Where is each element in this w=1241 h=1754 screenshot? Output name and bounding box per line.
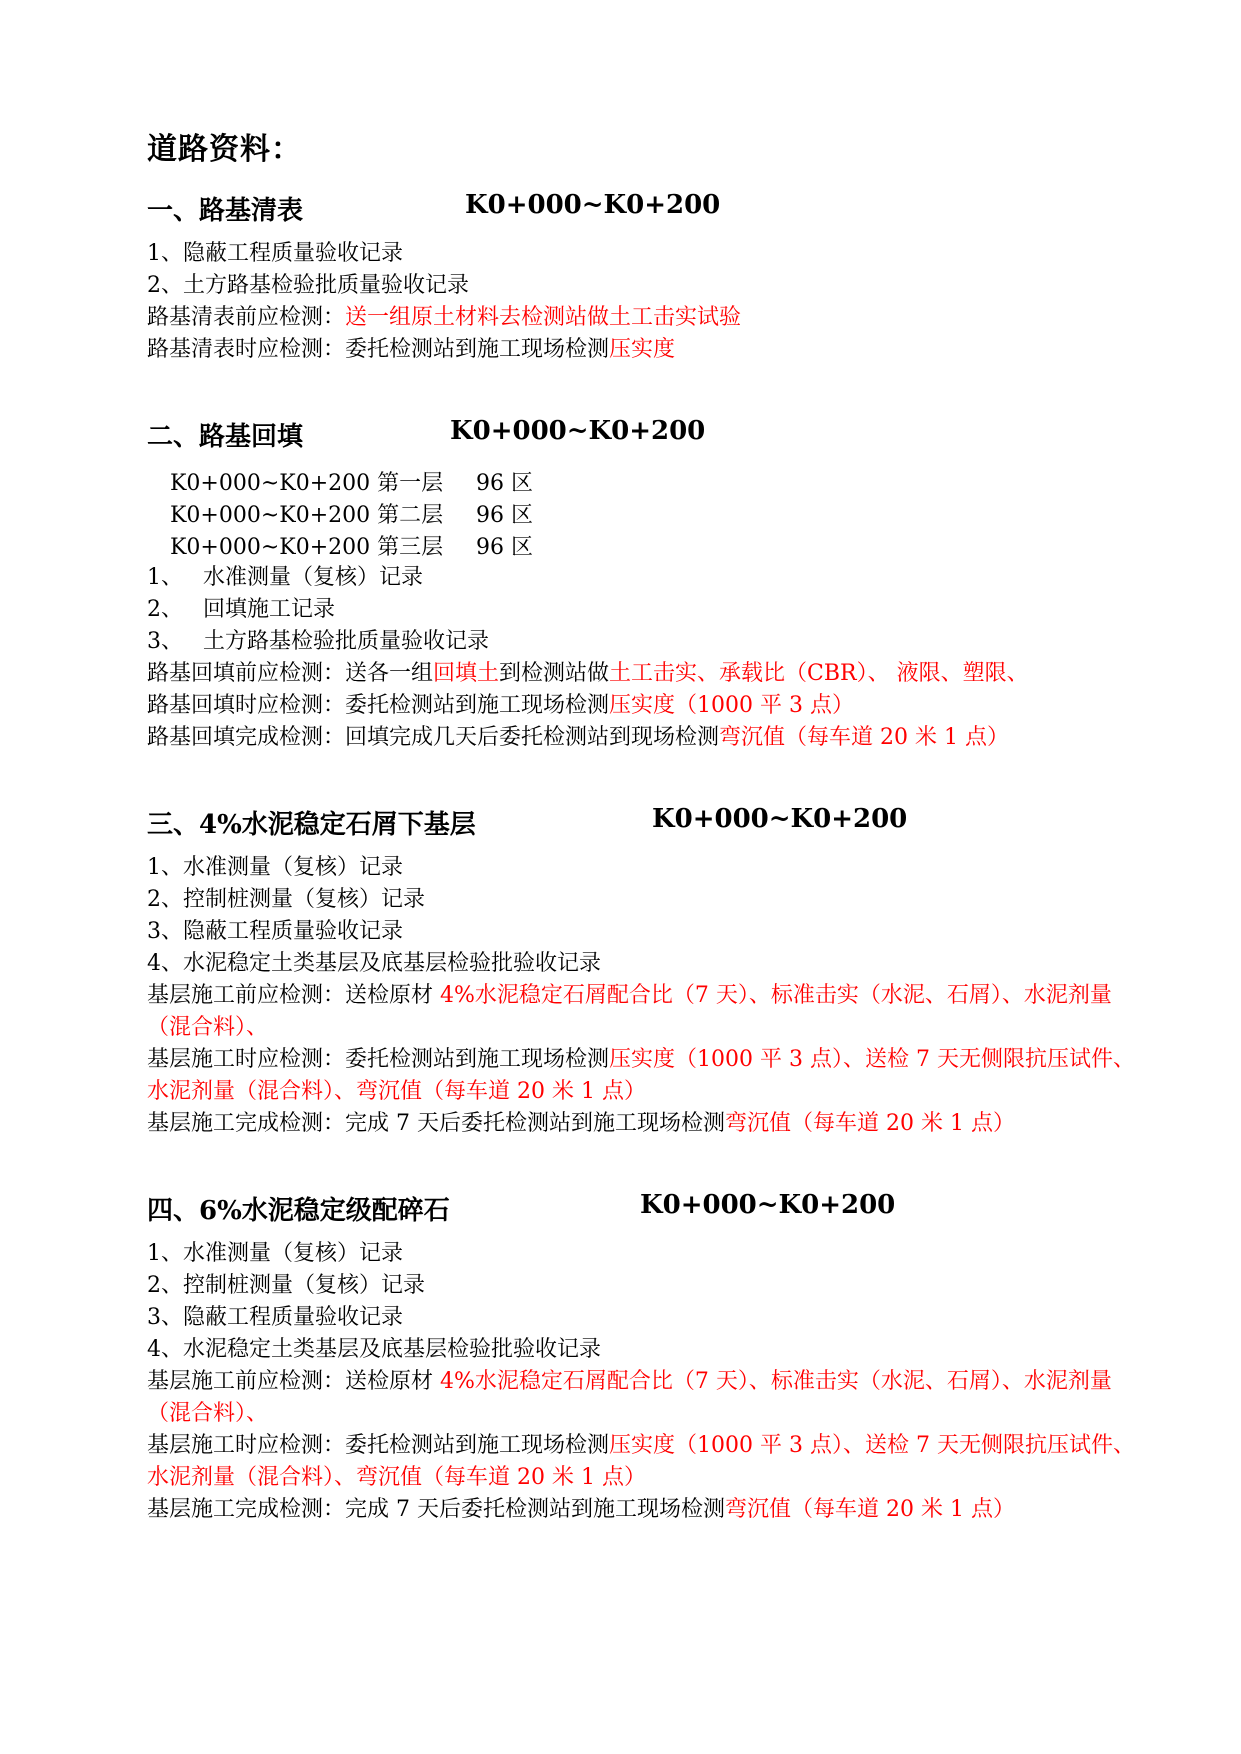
- section-4-heading: [147, 1190, 896, 1227]
- section-3-range: K0+000~K0+200: [652, 804, 908, 834]
- layer-label: K0+000~K0+200 第三层: [170, 535, 444, 560]
- section-3-during-check: [147, 1044, 1143, 1108]
- section-2-layer-2: [170, 498, 533, 529]
- label: 到检测站做: [499, 661, 610, 686]
- label: 基层施工时应检测：委托检测站到施工现场检测: [147, 1047, 610, 1072]
- label: 路基回填完成检测：回填完成几天后委托检测站到现场检测: [147, 725, 720, 750]
- label: 路基回填前应检测：送各一组: [147, 661, 434, 686]
- label: 基层施工前应检测：送检原材: [147, 983, 440, 1008]
- section-1-title: 一、路基清表: [147, 196, 304, 226]
- layer-zone: 96 区: [476, 503, 533, 528]
- section-4-range: K0+000~K0+200: [640, 1190, 896, 1220]
- section-4-item-1: 1、水准测量（复核）记录: [147, 1241, 403, 1266]
- section-4-item-4: 4、水泥稳定土类基层及底基层检验批验收记录: [147, 1337, 601, 1362]
- highlight: 4%水泥稳定石屑配合比（7 天）、标准击实（水泥、石屑）、水泥剂量（混合料）、: [147, 983, 1112, 1040]
- section-4-before-check: [147, 1366, 1143, 1430]
- section-2-item-3: [147, 626, 489, 658]
- section-2-item-2: [147, 594, 335, 626]
- item-number: 2、: [147, 597, 183, 622]
- section-3-item-1: 1、水准测量（复核）记录: [147, 855, 403, 880]
- highlight: 弯沉值（每车道 20 米 1 点）: [725, 1497, 1015, 1522]
- layer-label: K0+000~K0+200 第二层: [170, 503, 444, 528]
- layer-zone: 96 区: [476, 471, 533, 496]
- section-3-before-check: [147, 980, 1143, 1044]
- label: 路基清表时应检测：委托检测站到施工现场检测: [147, 337, 610, 362]
- section-2-item-1: [147, 562, 423, 594]
- section-2-layer-1: [170, 466, 533, 497]
- section-2-after-check: [147, 722, 1009, 754]
- label: 基层施工前应检测：送检原材: [147, 1369, 440, 1394]
- section-1-during-check: [147, 334, 675, 366]
- label: 基层施工时应检测：委托检测站到施工现场检测: [147, 1433, 610, 1458]
- section-3-item-3: 3、隐蔽工程质量验收记录: [147, 919, 403, 944]
- section-4-after-check: [147, 1494, 1015, 1526]
- section-1-before-check: [147, 302, 741, 334]
- section-2-range: K0+000~K0+200: [450, 416, 706, 446]
- label: 基层施工完成检测：完成 7 天后委托检测站到施工现场检测: [147, 1497, 725, 1522]
- highlight: 压实度（1000 平 3 点）: [609, 693, 854, 718]
- highlight: 弯沉值（每车道 20 米 1 点）: [719, 725, 1009, 750]
- section-1-item-1: 1、隐蔽工程质量验收记录: [147, 241, 403, 266]
- section-2-title: 二、路基回填: [147, 422, 304, 452]
- section-2-during-check: [147, 690, 854, 722]
- section-3-title: 三、4%水泥稳定石屑下基层: [147, 810, 476, 840]
- page-title: 道路资料：: [147, 132, 302, 167]
- section-4-item-3: 3、隐蔽工程质量验收记录: [147, 1305, 403, 1330]
- section-4-during-check: [147, 1430, 1143, 1494]
- section-2-layer-3: [170, 530, 533, 561]
- item-text: 水准测量（复核）记录: [203, 565, 424, 590]
- section-4-title: 四、6%水泥稳定级配碎石: [147, 1196, 450, 1226]
- item-number: 3、: [147, 629, 183, 654]
- layer-label: K0+000~K0+200 第一层: [170, 471, 444, 496]
- section-1-heading: [147, 190, 721, 227]
- item-number: 1、: [147, 565, 183, 590]
- layer-zone: 96 区: [476, 535, 533, 560]
- highlight: 回填土: [433, 661, 500, 686]
- highlight: 压实度: [609, 337, 676, 362]
- section-1-range: K0+000~K0+200: [465, 190, 721, 220]
- label: 路基清表前应检测：: [147, 305, 346, 330]
- section-2-before-check: [147, 658, 1029, 690]
- highlight: 送一组原土材料去检测站做土工击实试验: [345, 305, 742, 330]
- label: 基层施工完成检测：完成 7 天后委托检测站到施工现场检测: [147, 1111, 725, 1136]
- section-3-after-check: [147, 1108, 1015, 1140]
- highlight: 压实度（1000 平 3 点）、送检 7 天无侧限抗压试件、水泥剂量（混合料）、弯沉值（每车道 20 米 1 点）: [147, 1047, 1135, 1104]
- section-3-item-2: 2、控制桩测量（复核）记录: [147, 887, 425, 912]
- section-4-item-2: 2、控制桩测量（复核）记录: [147, 1273, 425, 1298]
- label: 路基回填时应检测：委托检测站到施工现场检测: [147, 693, 610, 718]
- highlight: 土工击实、承载比（CBR）、 液限、塑限、: [609, 661, 1029, 686]
- section-3-item-4: 4、水泥稳定土类基层及底基层检验批验收记录: [147, 951, 601, 976]
- item-text: 回填施工记录: [203, 597, 336, 622]
- section-3-heading: [147, 804, 908, 841]
- item-text: 土方路基检验批质量验收记录: [203, 629, 490, 654]
- section-1-item-2: 2、土方路基检验批质量验收记录: [147, 273, 469, 298]
- highlight: 4%水泥稳定石屑配合比（7 天）、标准击实（水泥、石屑）、水泥剂量（混合料）、: [147, 1369, 1112, 1426]
- highlight: 压实度（1000 平 3 点）、送检 7 天无侧限抗压试件、水泥剂量（混合料）、弯沉值（每车道 20 米 1 点）: [147, 1433, 1135, 1490]
- section-2-heading: [147, 416, 706, 453]
- highlight: 弯沉值（每车道 20 米 1 点）: [725, 1111, 1015, 1136]
